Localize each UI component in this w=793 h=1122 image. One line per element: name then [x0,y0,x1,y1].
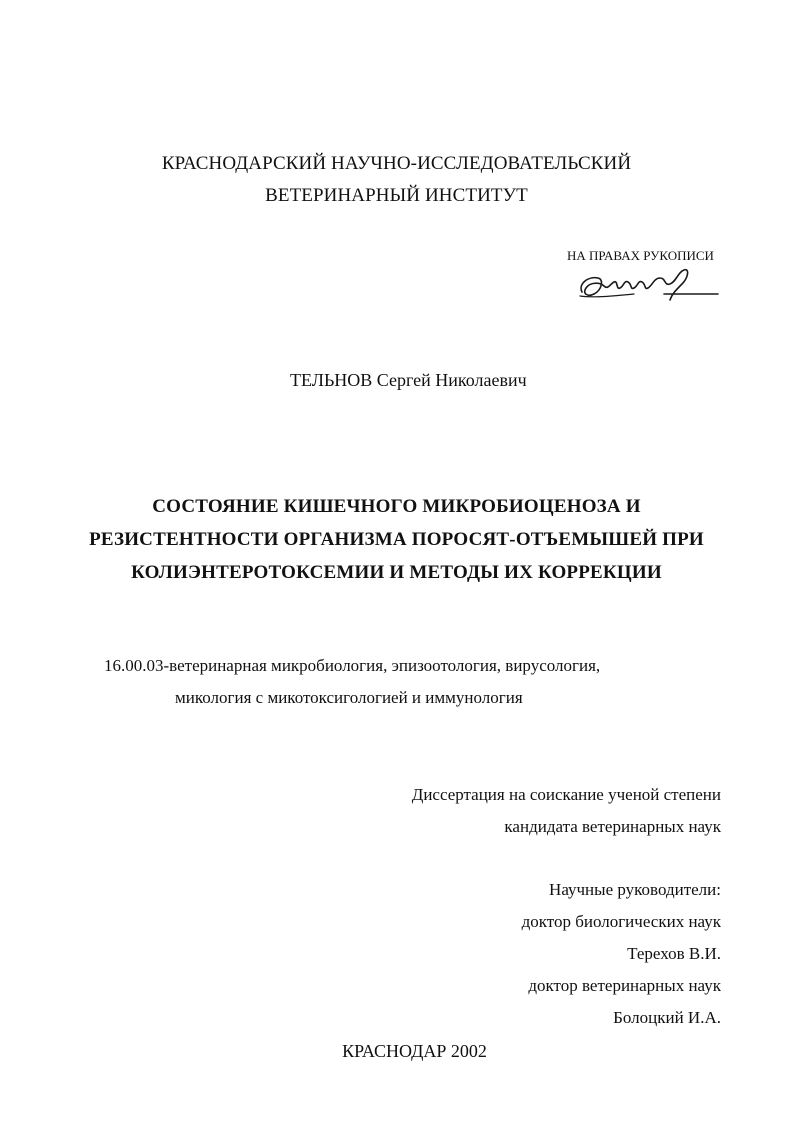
supervisor-1-name: Терехов В.И. [627,944,721,963]
supervisor-2-degree: доктор ветеринарных наук [528,976,721,995]
institute-name-line-2: ВЕТЕРИНАРНЫЙ ИНСТИТУТ [265,185,528,206]
dissertation-line-2: кандидата ветеринарных наук [504,817,721,836]
supervisor-2-name: Болоцкий И.А. [613,1008,721,1027]
specialty-line-2: микология с микотоксигологией и иммунология [175,688,523,707]
manuscript-note: НА ПРАВАХ РУКОПИСИ [567,248,714,263]
title-line-1: СОСТОЯНИЕ КИШЕЧНОГО МИКРОБИОЦЕНОЗА И [152,496,641,517]
author-name: ТЕЛЬНОВ Сергей Николаевич [290,370,527,390]
specialty-line-1: 16.00.03-ветеринарная микробиология, эпизоотология, вирусология, [104,656,601,675]
institute-name-line-1: КРАСНОДАРСКИЙ НАУЧНО-ИССЛЕДОВАТЕЛЬСКИЙ [161,153,632,174]
dissertation-line-1: Диссертация на соискание ученой степени [411,785,721,804]
signature-icon [574,264,724,312]
supervisors-heading: Научные руководители: [549,880,721,899]
supervisor-1-degree: доктор биологических наук [521,912,721,931]
city-year: КРАСНОДАР 2002 [342,1041,487,1061]
title-line-3: КОЛИЭНТЕРОТОКСЕМИИ И МЕТОДЫ ИХ КОРРЕКЦИИ [131,562,662,583]
title-line-2: РЕЗИСТЕНТНОСТИ ОРГАНИЗМА ПОРОСЯТ-ОТЪЕМЫШЕЙ ПРИ [89,529,704,550]
